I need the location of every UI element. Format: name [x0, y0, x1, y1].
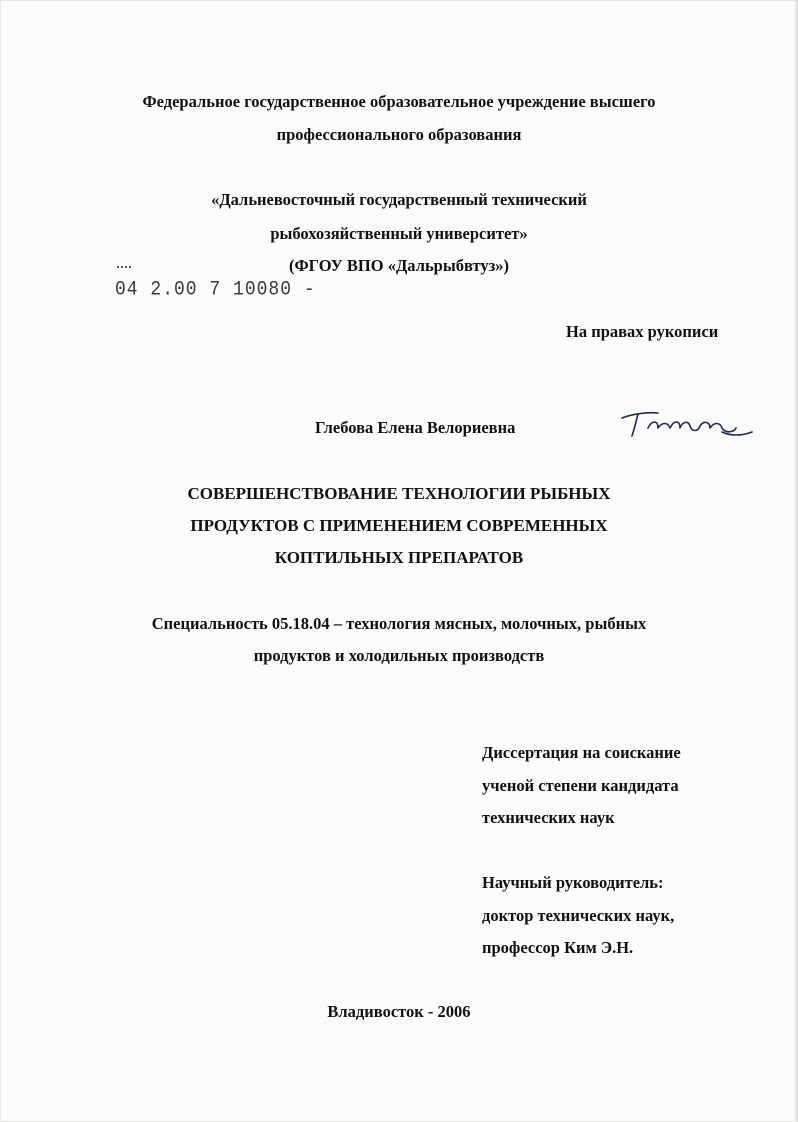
dissertation-line-3: технических наук [482, 808, 615, 827]
supervisor-line-1: Научный руководитель: [482, 873, 664, 892]
university-line-2: рыбохозяйственный университет» [270, 224, 528, 243]
specialty-line-1: Специальность 05.18.04 – технология мясных, молочных, рыбных [151, 614, 647, 633]
thesis-title-line-2: ПРОДУКТОВ С ПРИМЕНЕНИЕМ СОВРЕМЕННЫХ [190, 516, 608, 535]
thesis-title-line-1: СОВЕРШЕНСТВОВАНИЕ ТЕХНОЛОГИИ РЫБНЫХ [187, 484, 611, 503]
specialty-line-2: продуктов и холодильных производств [253, 646, 545, 665]
place-year: Владивосток - 2006 [327, 1002, 471, 1021]
stamp-mark [117, 266, 131, 271]
supervisor-line-3: профессор Ким Э.Н. [482, 938, 634, 957]
university-line-1: «Дальневосточный государственный технический [211, 190, 587, 209]
dissertation-line-1: Диссертация на соискание [482, 743, 681, 762]
supervisor-line-2: доктор технических наук, [482, 906, 675, 925]
author-signature [618, 406, 758, 446]
thesis-title-line-3: КОПТИЛЬНЫХ ПРЕПАРАТОВ [274, 548, 524, 567]
org-line-2: профессионального образования [276, 125, 522, 144]
dissertation-line-2: ученой степени кандидата [482, 776, 679, 795]
org-line-1: Федеральное государственное образовательное учреждение высшего [142, 92, 656, 111]
registration-stamp: 04 2.00 7 10080 - [115, 278, 316, 302]
manuscript-note: На правах рукописи [566, 322, 719, 341]
author-name: Глебова Елена Велориевна [315, 418, 516, 437]
university-line-3: (ФГОУ ВПО «Дальрыбвтуз») [289, 256, 509, 275]
